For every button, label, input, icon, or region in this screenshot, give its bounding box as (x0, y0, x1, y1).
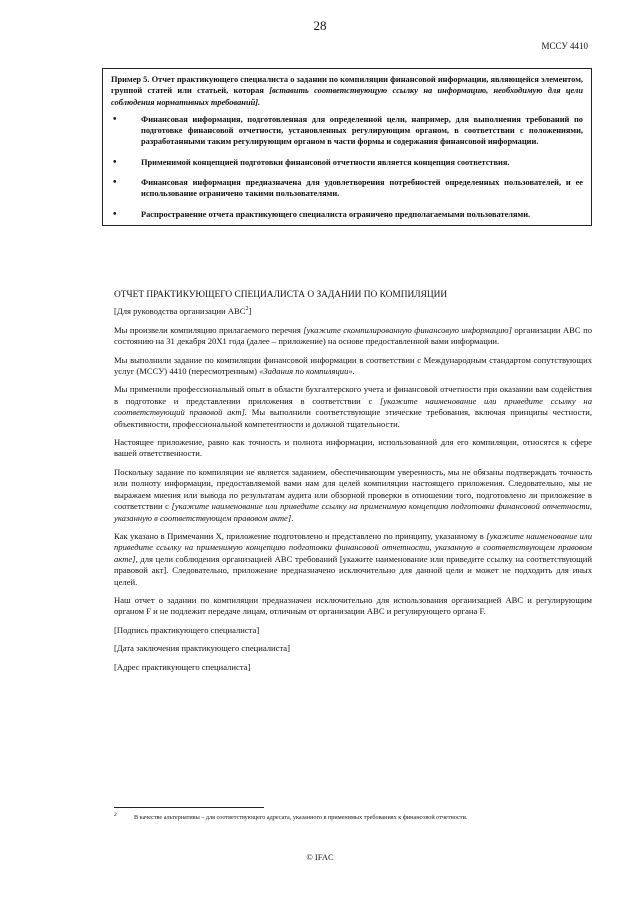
copyright: © IFAC (306, 852, 334, 862)
report-paragraph: Поскольку задание по компиляции не является заданием, обеспечивающим уверенность, мы не обязаны подтверждать точность или полноту информации, предоставляемой вами нам для целей компиляции настоящего приложения. Следовательно, мы не выражаем мнения или вывода по результатам аудита или обзорной проверки в отношении того, подготовлено ли приложение в соответствии с [укажите наименование или приведите ссылку на применимую концепцию подготовки финансовой отчетности, указанную в соответствующем правовом акте]. (114, 466, 592, 523)
bullet-icon: • (113, 156, 117, 168)
bullet-icon: • (113, 208, 117, 220)
report-paragraph: Мы выполнили задание по компиляции финансовой информации в соответствии с Международным стандартом сопутствующих услуг (МССУ) 4410 (пересмотренным) «Задания по компиляции». (114, 354, 592, 377)
example-bullet: • Финансовая информация, подготовленная для определенной цели, например, для выполнения требований по подготовке финансовой отчетности, установленных регулирующим органом, в соответствии с положениями, разработанными таким регулирующим органом в части формы и содержания финансовой информации. (113, 113, 583, 147)
example-box (102, 68, 592, 226)
footnote-number: 2 (114, 812, 117, 818)
date-line: [Дата заключения практикующего специалиста] (114, 643, 290, 654)
footnote-ref: 2 (245, 306, 249, 313)
report-title: ОТЧЕТ ПРАКТИКУЮЩЕГО СПЕЦИАЛИСТА О ЗАДАНИИ ПО КОМПИЛЯЦИИ (114, 290, 448, 300)
example-bullet: • Распространение отчета практикующего специалиста ограничено предполагаемыми пользователями. (113, 208, 531, 220)
report-paragraph: Как указано в Примечании X, приложение подготовлено и представлено по принципу, указанному в [укажите наименование или приведите ссылку на применимую концепцию подготовки финансовой отчетности, указанную в соответствующем правовом акте], для цели соблюдения организацией ABC требований [укажите наименование или приведите ссылку на соответствующий правовой акт]. Следовательно, приложение предназначено исключительно для данной цели и может не подходить для иных целей. (114, 530, 592, 587)
signature-line: [Подпись практикующего специалиста] (114, 624, 260, 635)
standard-code: МССУ 4410 (541, 41, 588, 51)
report-paragraph: Наш отчет о задании по компиляции предназначен исключительно для использования организацией ABC и регулирующим органом F и не подлежит передаче лицам, отличным от организации ABC и регулирующего органа F. (114, 594, 592, 617)
page-number: 28 (313, 18, 327, 33)
footnote (114, 813, 592, 822)
footnote-text: В качестве альтернативы – для соответствующего адресата, указанного в применимых требованиях к финансовой отчетности. (134, 814, 468, 821)
report-paragraph: Мы применили профессиональный опыт в области бухгалтерского учета и финансовой отчетности при оказании вам содействия в подготовке и представлении приложения в соответствии с [укажите наименование или приведите ссылку на соответствующий правовой акт]. Мы выполнили соответствующие этические требования, включая принципы честности, объективности, профессиональной компетентности и должной тщательности. (114, 384, 592, 429)
bullet-icon: • (113, 113, 117, 125)
footnote-divider (114, 807, 264, 808)
report-paragraph: Настоящее приложение, равно как точность и полнота информации, использованной для его компиляции, относятся к сфере вашей ответственности. (114, 437, 592, 459)
example-bullet: • Применимой концепцией подготовки финансовой отчетности является концепция соответствия. (113, 156, 510, 168)
report-paragraph: Мы произвели компиляцию прилагаемого перечня [укажите скомпилированную финансовую информацию] организации ABC по состоянию на 31 декабря 20X1 года (далее – приложение) на основе предоставленной вами информации. (114, 324, 592, 347)
example-intro: Пример 5. Отчет практикующего специалиста о задании по компиляции финансовой информации, являющейся элементом, группой статей или статьей, которая [вставить соответствующую ссылку на информацию, необходимую для цели соблюдения нормативных требований]. (111, 75, 583, 107)
bullet-icon: • (113, 177, 117, 189)
report-addressee: [Для руководства организации ABC$^2$] (114, 306, 252, 317)
example-bullet-list (111, 114, 583, 220)
address-line: [Адрес практикующего специалиста] (114, 661, 251, 672)
example-bullet: • Финансовая информация предназначена для удовлетворения потребностей определенных пользователей, и ее использование ограничено такими пользователями. (113, 177, 583, 199)
report-body (114, 290, 592, 680)
